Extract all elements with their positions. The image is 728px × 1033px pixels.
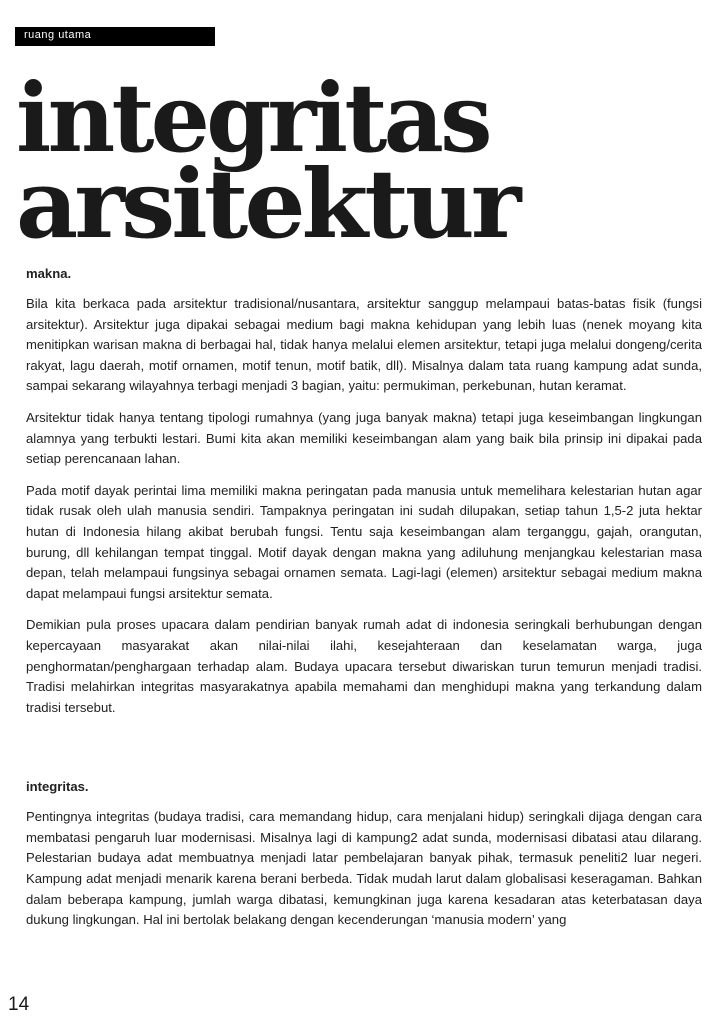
section-label-bar (15, 27, 215, 46)
section-heading-integritas: integritas. (26, 779, 89, 795)
section-label: ruang utama (24, 29, 92, 41)
title-line-1: integritas (16, 61, 489, 174)
section-spacer (26, 729, 702, 777)
paragraph: Arsitektur tidak hanya tentang tipologi rumahnya (yang juga banyak makna) tetapi juga keseimbangan lingkungan alamnya yang terbukti lestari. Bumi kita akan memiliki keseimbangan alam yang baik bila prinsip ini dipakai pada setiap perencanaan lahan. (26, 409, 702, 467)
paragraph: Bila kita berkaca pada arsitektur tradisional/nusantara, arsitektur sanggup melampaui batas-batas fisik (fungsi arsitektur). Arsitektur juga dipakai sebagai medium bagi makna kehidupan yang lebih luas (nenek moyang kita menitipkan warisan makna di berbagai hal, tidak hanya melalui elemen arsitektur, tetapi juga melalui dongeng/cerita rakyat, lagu daerah, motif ornamen, motif tenun, motif batik, dll). Misalnya dalam tata ruang kampung adat sunda, sampai sekarang wilayahnya terbagi menjadi 3 bagian, yaitu: permukiman, perkebunan, hutan keramat. (26, 296, 702, 394)
section-heading-makna: makna. (26, 266, 72, 281)
article-body (26, 264, 702, 942)
paragraph: Demikian pula proses upacara dalam pendirian banyak rumah adat di indonesia seringkali berhubungan dengan kepercayaan masyarakat akan nilai-nilai ilahi, kesejahteraan dan keselamatan warga, juga penghormatan/penghargaan terhadap alam. Budaya upacara tersebut diwariskan turun temurun menjadi tradisi. Tradisi melahirkan integritas masyarakatnya apabila memahami dan menghidupi makna yang terkandung dalam tradisi tersebut. (26, 617, 702, 715)
page-number: 14 (8, 994, 30, 1015)
paragraph: Pada motif dayak perintai lima memiliki makna peringatan pada manusia untuk memelihara kelestarian hutan agar tidak rusak oleh ulah manusia sendiri. Tampaknya peringatan ini sudah dilupakan, setiap tahun 1,5-2 juta hektar hutan di Indonesia hilang akibat berubah fungsi. Tentu saja keseimbangan alam terganggu, gajah, orangutan, burung, dll kehilangan tempat tinggal. Motif dayak dengan makna yang adiluhung menjangkau kelestarian masa depan, telah melampaui fungsinya sebagai ornamen semata. Lagi-lagi (elemen) arsitektur sebagai medium makna dapat melampaui fungsi arsitektur semata. (26, 482, 702, 601)
title-line-2: arsitektur (16, 147, 518, 260)
paragraph: Pentingnya integritas (budaya tradisi, cara memandang hidup, cara menjalani hidup) seringkali dijaga dengan cara membatasi pengaruh luar modernisasi. Misalnya lagi di kampung2 adat sunda, modernisasi dibatasi atau dilarang. Pelestarian budaya adat membuatnya menjadi latar pembelajaran banyak pihak, termasuk peneliti2 luar negeri. Kampung adat menjadi menarik karena berani berbeda. Tidak mudah larut dalam globalisasi keseragaman. Bahkan dalam beberapa kampung, jumlah warga dibatasi, kemungkinan juga karena kesadaran atas keterbatasan daya dukung lingkungan. Hal ini bertolak belakang dengan kecenderungan ‘manusia modern’ yang (26, 809, 702, 928)
